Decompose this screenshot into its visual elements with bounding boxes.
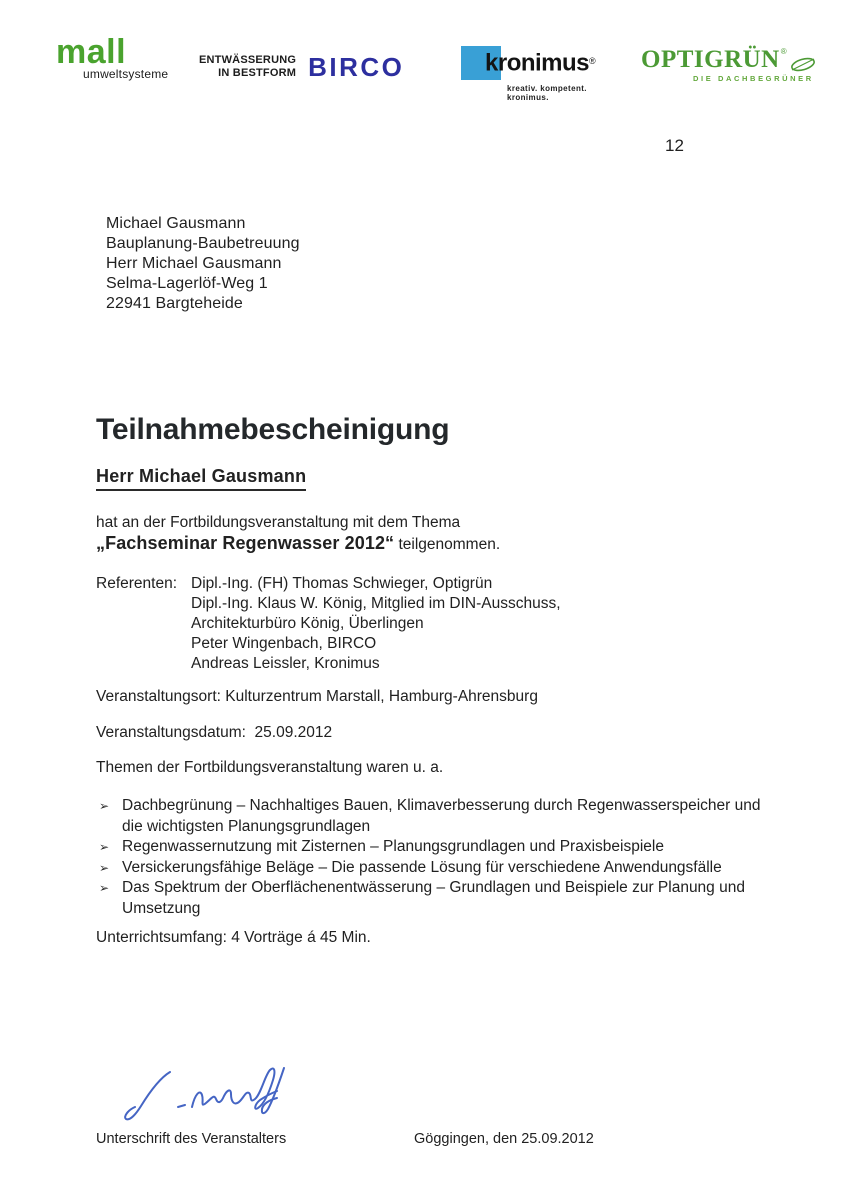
speaker-line: Dipl.-Ing. (FH) Thomas Schwieger, Optigrün [191,575,493,592]
intro-line1: hat an der Fortbildungsveranstaltung mit dem Thema [96,514,461,531]
handwritten-signature [108,1062,308,1132]
arrow-bullet-icon: ➢ [99,840,110,854]
address-line: Herr Michael Gausmann [106,255,282,272]
birco-tagline-line1: ENTWÄSSERUNG [199,54,297,66]
leaf-icon [789,56,817,73]
arrow-bullet-icon: ➢ [99,799,110,813]
registered-mark-icon: ® [589,56,596,66]
optigruen-name: OPTIGRÜN [641,46,780,73]
topic-text: Versickerungsfähige Beläge – Die passende Lösung für verschiedene Anwendungsfälle [122,858,722,876]
address-line: Michael Gausmann [106,215,246,232]
seminar-title: „Fachseminar Regenwasser 2012“ [96,533,395,553]
venue-line: Veranstaltungsort: Kulturzentrum Marstall, Hamburg-Ahrensburg [96,688,538,705]
speaker-line: Dipl.-Ing. Klaus W. König, Mitglied im DIN-Ausschuss, [191,595,561,612]
birco-logo-wordmark: BIRCO [308,52,405,82]
topics-list [96,796,806,919]
registered-mark-icon: ® [780,47,787,56]
arrow-bullet-icon: ➢ [99,860,110,875]
birco-logo-tagline [199,54,296,80]
optigruen-logo-subtitle: DIE DACHBEGRÜNER [693,74,814,83]
place-and-date: Göggingen, den 25.09.2012 [414,1131,594,1147]
speaker-line: Andreas Leissler, Kronimus [191,655,380,672]
intro-paragraph [96,512,500,555]
birco-logo [199,54,404,80]
topic-text: Das Spektrum der Oberflächenentwässerung – Grundlagen und Beispiele zur Planung und Umsetzung [122,879,745,917]
topic-item [96,858,806,879]
speaker-line: Peter Wingenbach, BIRCO [191,635,377,652]
speakers-list [191,574,561,674]
speakers-section [96,574,561,674]
optigruen-logo-wordmark [641,47,817,73]
topics-intro-line: Themen der Fortbildungsveranstaltung waren u. a. [96,759,444,776]
page-number: 12 [665,136,684,155]
signature-label: Unterschrift des Veranstalters [96,1131,287,1147]
birco-tagline-line2: IN BESTFORM [218,67,297,79]
mall-logo [56,33,169,81]
kronimus-logo [459,41,596,102]
kronimus-name: kronimus [485,49,590,77]
speaker-line: Architekturbüro König, Überlingen [191,615,424,632]
optigruen-logo [641,47,817,83]
arrow-bullet-icon: ➢ [99,881,110,895]
intro-line2-suffix: teilgenommen. [394,536,501,553]
topic-item [96,878,806,919]
mall-logo-subtitle: umweltsysteme [83,67,169,81]
topic-text: Dachbegrünung – Nachhaltiges Bauen, Klimaverbesserung durch Regenwasserspeicher und die wichtigsten Planungsgrundlagen [122,797,761,835]
topic-item [96,837,806,858]
recipient-address [106,214,300,314]
kronimus-logo-wordmark [485,42,596,85]
topic-text: Regenwassernutzung mit Zisternen – Planungsgrundlagen und Praxisbeispiele [122,838,664,855]
event-date-line: Veranstaltungsdatum: 25.09.2012 [96,724,333,741]
topic-item [96,796,806,837]
course-scope-line: Unterrichtsumfang: 4 Vorträge á 45 Min. [96,929,371,946]
intro-line2 [96,533,500,555]
address-line: Bauplanung-Baubetreuung [106,235,300,252]
document-title: Teilnahmebescheinigung [96,413,450,446]
kronimus-logo-tagline: kreativ. kompetent. kronimus. [507,84,587,102]
address-line: 22941 Bargteheide [106,295,243,312]
mall-logo-wordmark: mall [56,33,127,71]
address-line: Selma-Lagerlöf-Weg 1 [106,275,268,292]
speakers-label: Referenten: [96,575,177,592]
attendee-name: Herr Michael Gausmann [96,466,306,491]
